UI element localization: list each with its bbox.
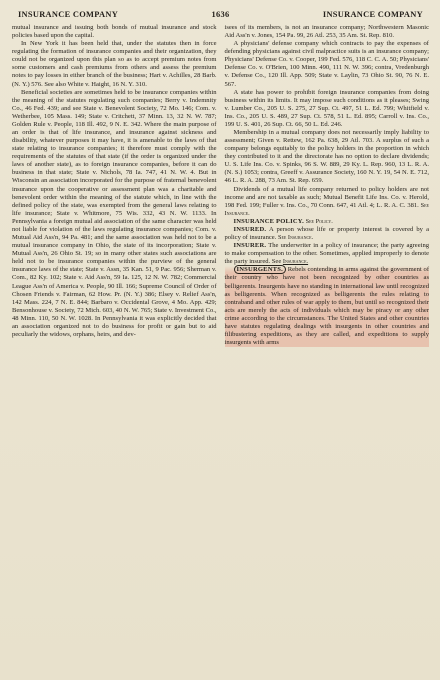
page-number: 1636: [211, 10, 230, 19]
entry-insurance-policy: [225, 218, 430, 226]
paragraph: [225, 186, 430, 218]
definition: A person whose life or property interest is covered by a policy of insurance.: [224, 225, 429, 242]
paragraph: A state has power to prohibit foreign insurance companies from doing business within its limits. It may impose such conditions as it pleases; Swing v. Lumber Co., 205 U. S. 275, 27 Sup. Ct. 497, 51 L. Ed. 799; Whitfield v. Ins. Co., 205 U. S. 489, 27 Sup. Ct. 578, 51 L. Ed. 895; Carroll v. Ins. Co., 199 U. S. 401, 26 Sup. Ct. 66, 50 L. Ed. 246.: [224, 88, 429, 128]
running-head: [18, 10, 423, 19]
headword: INSURER.: [233, 242, 267, 250]
paragraph: In New York it has been held that, under the statutes then in force regulating the formation of insurance companies and their organization, they could not be organized upon this plan so as to accept premium notes from some customers and cash premiums from others and assess the premium notes to pay losses in either branch of the business; Hart v. Achilles, 28 Barb. (N. Y.) 576. See also White v. Haight, 16 N. Y. 310.: [12, 40, 217, 88]
definition: Rebels contending in arms against the government of their country who have not been recognized by other countries as belligerents. Insurgents have no standing in international law until recognized as belligerents. When recognized as belligerents the rules relating to contraband and other rules of war apply to them, but until so recognized their acts are merely the acts of individuals which may be piracy or any other crime according to the circumstances. The United States and other countries have statutes regulating dealings with insurgents in other countries and filibustering expeditions, as they are called, and expeditions to supply insurgents with arms: [224, 266, 429, 347]
cross-reference: See Insurance.: [277, 234, 314, 242]
cross-reference: Insurance.: [282, 258, 309, 266]
paragraph: Beneficial societies are sometimes held to be insurance companies within the meaning of the statutes regulating such companies; Berry v. Indemnity Co., 46 Fed. 439; and see State v. Benevolent Society, 72 Mo. 146; Com. v. Wetherbee, 105 Mass. 149; State v. Critchett, 37 Minn. 13, 32 N. W. 787; Golden Rule v. People, 118 Ill. 492, 9 N. E. 342. Where the main purpose of an order is that of life insurance, and insurance against sickness and disability, whatever purposes it may have, it is amenable to the laws of that state relating to insurance companies; it therefore must comply with the requirements of the statutes of that state (if the order is organized under the laws of another state), as to foreign insurance companies, before it can do business in that state; State v. Nichols, 78 Ia. 747, 41 N. W. 4. But in Wisconsin an association incorporated for the purpose of fraternal benevolent insurance upon the cooperative or assessment plan was a charitable and benevolent order within the meaning of the statute which, in line with the defined policy of the state, was exempted from the general laws relating to life insurance; State v. Whitmore, 75 Wis. 332, 43 N. W. 1133. In Pennsylvania a foreign mutual aid association of the same character was held not liable for violation of the laws regulating insurance companies; Com. v. Mutual Aid Ass'n, 94 Pa. 481; and the same association was held not to be a mutual insurance company in Ohio, the state of its incorporation; State v. Mutual Ass'n, 26 Ohio St. 19; so in many other states such associations are held not to be insurance companies within the purview of the general insurance laws of the state; State v. Assn, 35 Kan. 51, 9 Pac. 956; Sherman v. Com., 82 Ky. 102; State v. Aid Ass'n, 59 Ia. 125, 12 N. W. 782; Commercial League Ass'n of America v. People, 90 Ill. 166; Supreme Council of Order of Chosen Friends v. Fairman, 62 How. Pr. (N. Y.) 386; Elsey v. Relief Ass'n, 142 Mass. 224, 7 N. E. 844; Barbaro v. Occidental Grove, 4 Mo. App. 429; Bensonhouse v. Society, 72 Mich. 603, 40 N. W. 765; State v. Investment Co., 48 Minn. 110, 50 N. W. 1028. In Pennsylvania it was explicitly decided that an association organized not to do business for profit or gain but to aid peculiarly the widows, orphans, heirs, and dev-: [12, 88, 217, 338]
left-column: [12, 24, 217, 347]
headword: INSURANCE POLICY.: [233, 217, 304, 225]
entry-insurgents: [225, 266, 430, 347]
paragraph-text: Dividends of a mutual life company returned to policy holders are not income and are not taxable as such; Mutual Benefit Life Ins. Co. v. Herold, 198 Fed. 199; Fuller v. Ins. Co., 70 Conn. 647, 41 Atl. 4; L. R. A. C. 381.: [224, 185, 429, 209]
two-column-body: [12, 24, 429, 347]
cross-reference: See Policy.: [305, 217, 333, 225]
entry-insured: [225, 226, 430, 242]
running-head-left: INSURANCE COMPANY: [18, 10, 119, 19]
headword: INSURED.: [233, 225, 267, 233]
cross-reference: See Insurance.: [224, 201, 429, 217]
entry-insurer: [225, 242, 430, 266]
paragraph: isees of its members, is not an insurance company; Northwestern Masonic Aid Ass'n v. Jones, 154 Pa. 99, 26 Atl. 253, 35 Am. St. Rep. 810.: [224, 24, 429, 40]
headword-circled: INSURGENTS.: [234, 265, 286, 274]
paragraph: Membership in a mutual company does not necessarily imply liability to assessment; Given v. Rettew, 162 Pa. 638, 29 Atl. 703. A surplus of such a company belongs equitably to the policy holders in the proportion in which they contributed to it and the directorate has no option to declare dividends; U. S. Life Ins. Co. v. Spinks, 96 S. W. 889, 29 Ky. L. Rep. 960, 13 L. R. A. (N. S.) 1053; contra, Greeff v. Assurance Society, 160 N. Y. 19, 54 N. E. 712, 46 L. R. A. 288, 73 Am. St. Rep. 659.: [224, 129, 429, 185]
running-head-right: INSURANCE COMPANY: [322, 10, 423, 19]
definition: The underwriter in a policy of insurance; the party agreeing to make compensation to the other. Sometimes, applied improperly to denote the party insured. See: [224, 242, 429, 266]
paragraph: mutual insurance and issuing both bonds of mutual insurance and stock policies based upon the capital.: [12, 24, 217, 40]
paragraph: A physicians' defense company which contracts to pay the expenses of defending physicians against civil malpractice suits is an insurance company; Physicians' Defense Co. v. Cooper, 199 Fed. 576, 118 C. C. A. 50; Physicians' Defense Co. v. O'Brien, 100 Minn. 490, 111 N. W. 396; contra, Vredenburgh v. Defense Co., 120 Ill. App. 509; State v. Laylin, 73 Ohio St. 90, 76 N. E. 567.: [224, 40, 429, 88]
right-column: [225, 24, 430, 347]
